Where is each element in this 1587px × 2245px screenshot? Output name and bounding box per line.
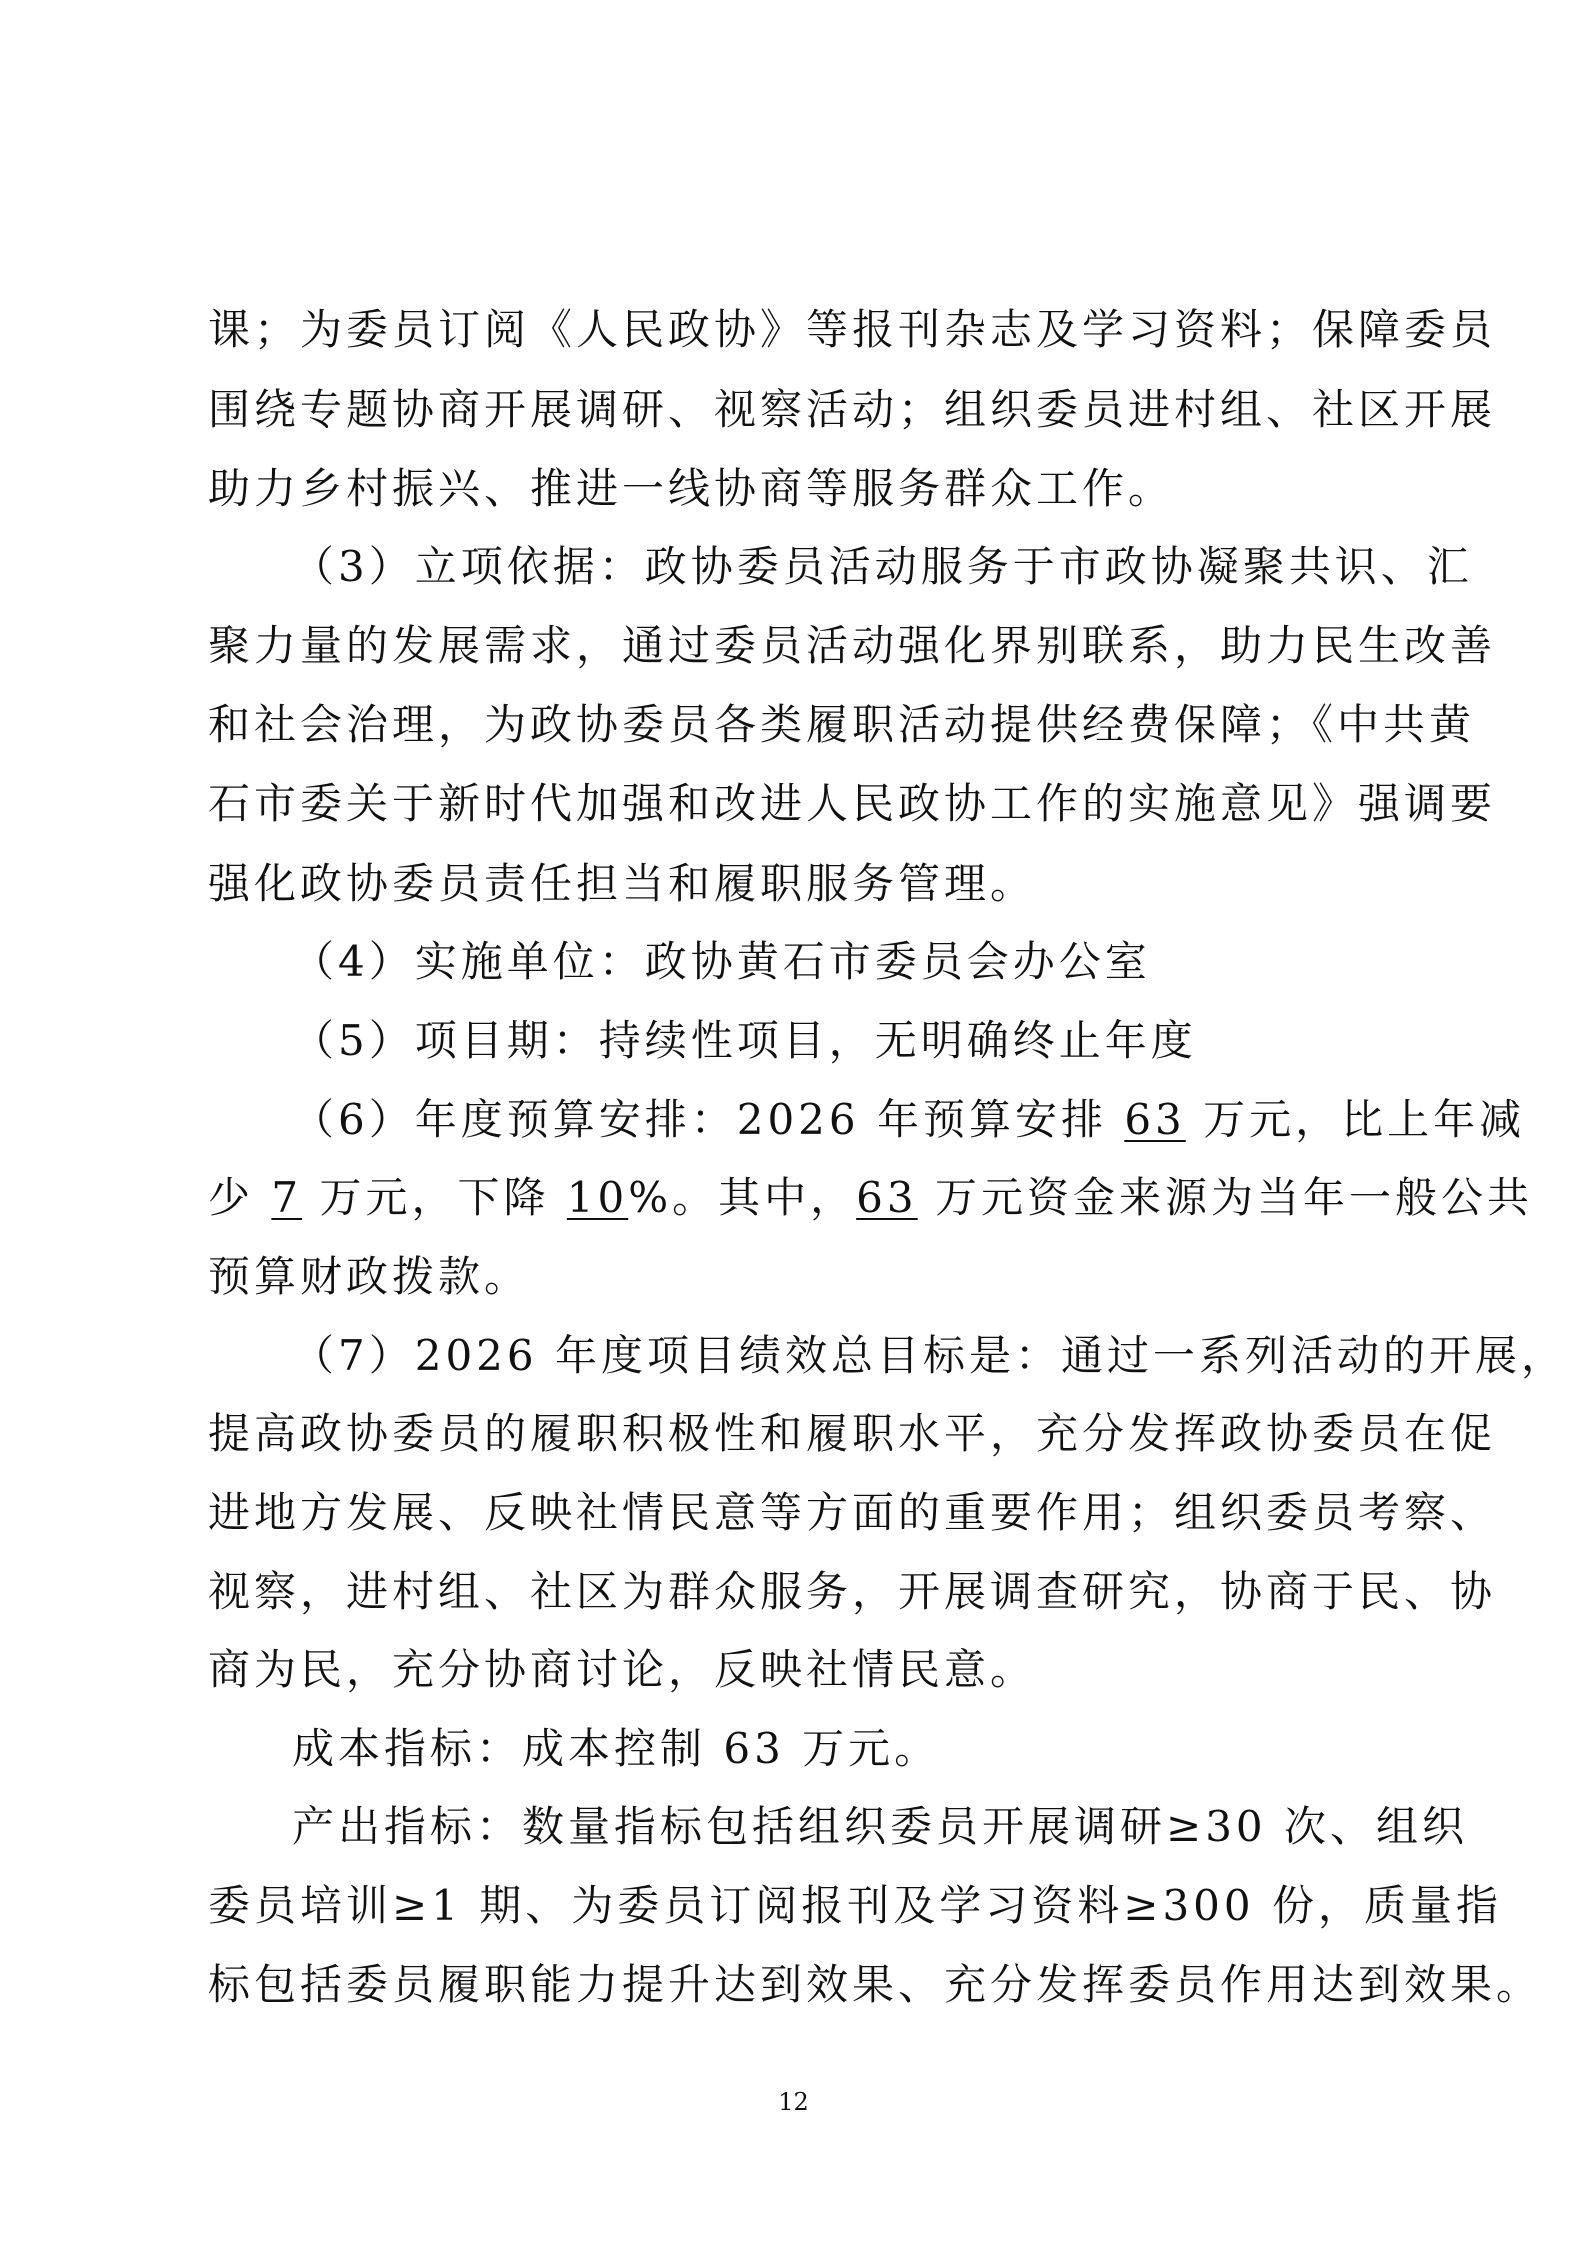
text-line: 委员培训≥1 期、为委员订阅报刊及学习资料≥300 份，质量指 <box>208 1881 1502 1930</box>
text-line: （5）项目期：持续性项目，无明确终止年度 <box>292 1016 1197 1065</box>
text-line <box>292 1092 1526 1148</box>
funding-amount: 63 <box>856 1173 918 1222</box>
text-line: 课；为委员订阅《人民政协》等报刊杂志及学习资料；保障委员 <box>208 305 1497 354</box>
text-line: （3）立项依据：政协委员活动服务于市政协凝聚共识、汇 <box>292 542 1473 591</box>
decrease-amount: 7 <box>271 1173 303 1222</box>
text-fragment: 少 <box>208 1173 272 1222</box>
text-line: 进地方发展、反映社情民意等方面的重要作用；组织委员考察、 <box>208 1488 1497 1537</box>
text-fragment: 万元，比上年减 <box>1185 1095 1526 1144</box>
text-line: 成本指标：成本控制 63 万元。 <box>292 1724 941 1773</box>
text-line: 和社会治理，为政协委员各类履职活动提供经费保障；《中共黄 <box>208 700 1476 749</box>
text-fragment: 万元，下降 <box>302 1173 567 1222</box>
text-line: 围绕专题协商开展调研、视察活动；组织委员进村组、社区开展 <box>208 385 1497 434</box>
text-line: 石市委关于新时代加强和改进人民政协工作的实施意见》强调要 <box>208 779 1497 828</box>
text-line: 产出指标：数量指标包括组织委员开展调研≥30 次、组织 <box>292 1802 1468 1851</box>
text-line: 商为民，充分协商讨论，反映社情民意。 <box>208 1645 1037 1694</box>
text-line: （7）2026 年度项目绩效总目标是：通过一系列活动的开展， <box>292 1331 1567 1380</box>
text-line: 提高政协委员的履职积极性和履职水平，充分发挥政协委员在促 <box>208 1409 1497 1458</box>
text-line: 预算财政拨款。 <box>208 1252 531 1301</box>
budget-amount: 63 <box>1124 1095 1186 1144</box>
text-line: 视察，进村组、社区为群众服务，开展调查研究，协商于民、协 <box>208 1567 1497 1616</box>
text-fragment: （6）年度预算安排：2026 年预算安排 <box>292 1095 1125 1144</box>
text-fragment: 万元资金来源为当年一般公共 <box>917 1173 1533 1222</box>
text-line: 强化政协委员责任担当和履职服务管理。 <box>208 859 1037 908</box>
page-number: 12 <box>778 2088 809 2116</box>
decrease-percent: 10 <box>566 1173 629 1222</box>
text-line <box>208 1170 1533 1226</box>
text-line: （4）实施单位：政协黄石市委员会办公室 <box>292 937 1151 986</box>
text-line: 助力乡村振兴、推进一线协商等服务群众工作。 <box>208 464 1175 513</box>
text-line: 聚力量的发展需求，通过委员活动强化界别联系，助力民生改善 <box>208 621 1497 670</box>
text-line: 标包括委员履职能力提升达到效果、充分发挥委员作用达到效果。 <box>208 1960 1543 2009</box>
text-fragment: %。其中， <box>628 1173 857 1222</box>
